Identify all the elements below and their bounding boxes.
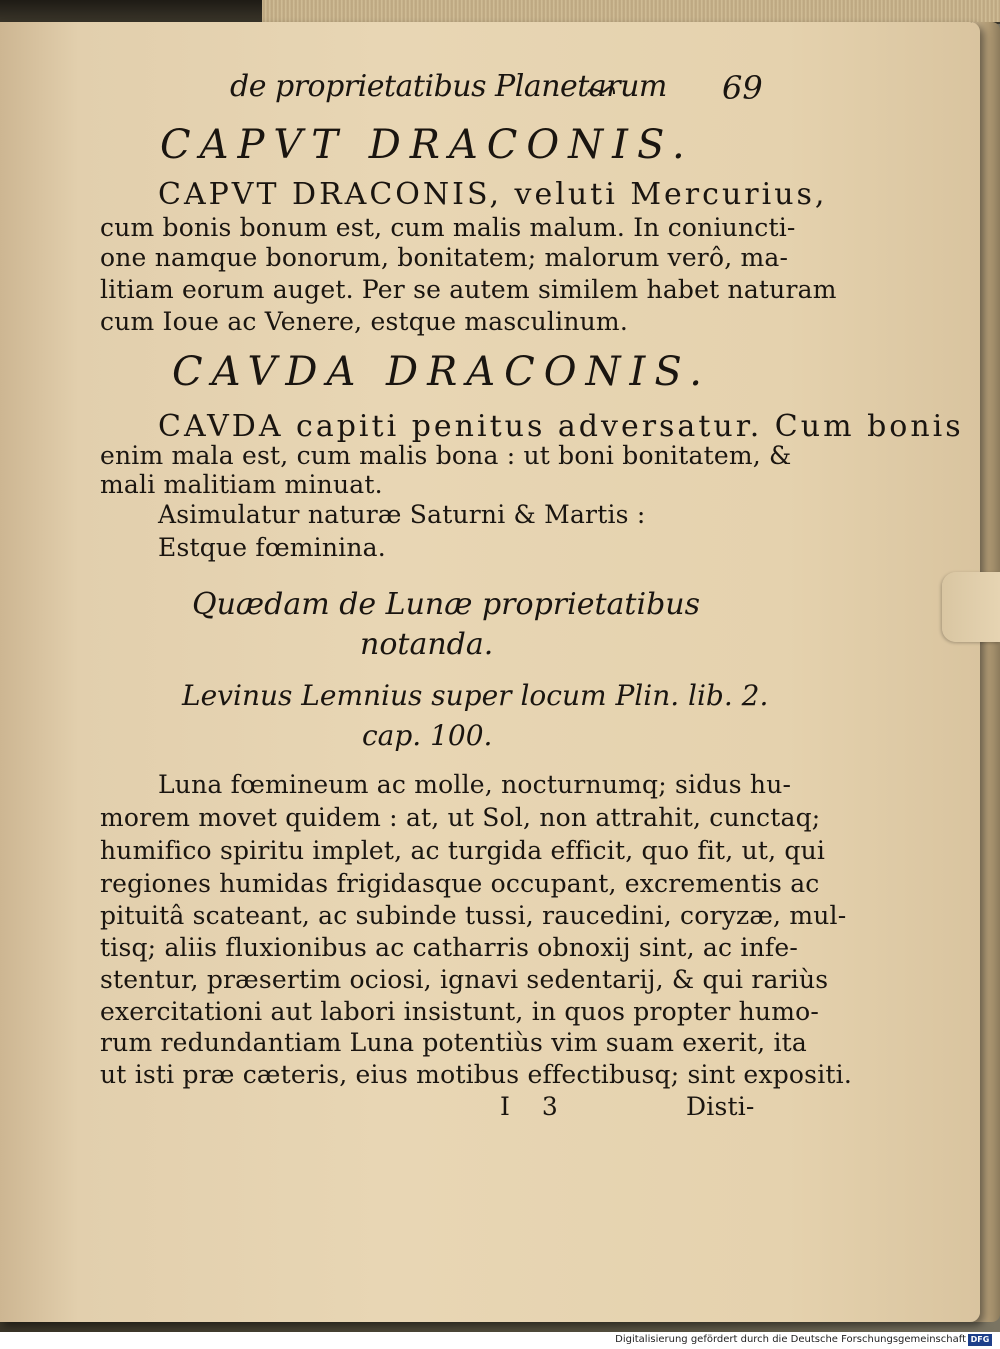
- text-line: CAVDA capiti penitus adversatur. Cum bonis: [158, 409, 964, 444]
- text-line: stentur, præsertim ociosi, ignavi sedentarij, & qui rariùs: [100, 965, 829, 994]
- text-line: CAPVT DRACONIS, veluti Mercurius,: [158, 177, 828, 212]
- page-number: 69: [722, 69, 763, 107]
- dfg-logo-icon: DFG: [968, 1334, 992, 1346]
- catchword: Disti-: [686, 1092, 755, 1121]
- text-line: one namque bonorum, bonitatem; malorum verô, ma-: [100, 243, 789, 272]
- digitization-note: Digitalisierung gefördert durch die Deutsche Forschungsgemeinschaft: [615, 1334, 966, 1345]
- text-line: morem movet quidem : at, ut Sol, non attrahit, cunctaq;: [100, 803, 821, 832]
- text-line: regiones humidas frigidasque occupant, excrementis ac: [100, 869, 820, 898]
- text-line: mali malitiam minuat.: [100, 470, 383, 499]
- heading-cauda-draconis: CAVDA DRACONIS.: [172, 349, 712, 395]
- text-line: Estque fœminina.: [158, 533, 386, 562]
- subheading-lemnius-line2: cap. 100.: [362, 719, 493, 752]
- text-line: Asimulatur naturæ Saturni & Martis :: [158, 500, 646, 529]
- text-line: rum redundantiam Luna potentiùs vim suam exerit, ita: [100, 1028, 808, 1057]
- text-line: Luna fœmineum ac molle, nocturnumq; sidus hu-: [158, 770, 792, 799]
- text-line: ut isti præ cæteris, eius motibus effectibusq; sint expositi.: [100, 1060, 852, 1089]
- signature-mark: I 3: [500, 1092, 570, 1121]
- heading-luna-line1: Quædam de Lunæ proprietatibus: [192, 587, 700, 622]
- swash-ornament-icon: [586, 82, 616, 98]
- heading-luna-line2: notanda.: [360, 627, 494, 662]
- text-line: enim mala est, cum malis bona : ut boni bonitatem, &: [100, 441, 792, 470]
- text-line: humifico spiritu implet, ac turgida efficit, quo fit, ut, qui: [100, 836, 826, 865]
- subheading-lemnius-line1: Levinus Lemnius super locum Plin. lib. 2.: [182, 679, 769, 712]
- heading-caput-draconis: CAPVT DRACONIS.: [160, 122, 694, 168]
- text-line: litiam eorum auget. Per se autem similem habet naturam: [100, 275, 837, 304]
- text-line: cum Ioue ac Venere, estque masculinum.: [100, 307, 628, 336]
- text-line: exercitationi aut labori insistunt, in quos propter humo-: [100, 997, 820, 1026]
- text-line: cum bonis bonum est, cum malis malum. In coniuncti-: [100, 213, 796, 242]
- running-head-title: de proprietatibus Planetarum: [230, 69, 667, 104]
- text-line: tisq; aliis fluxionibus ac catharris obnoxij sint, ac infe-: [100, 933, 798, 962]
- text-line: pituitâ scateant, ac subinde tussi, raucedini, coryzæ, mul-: [100, 901, 847, 930]
